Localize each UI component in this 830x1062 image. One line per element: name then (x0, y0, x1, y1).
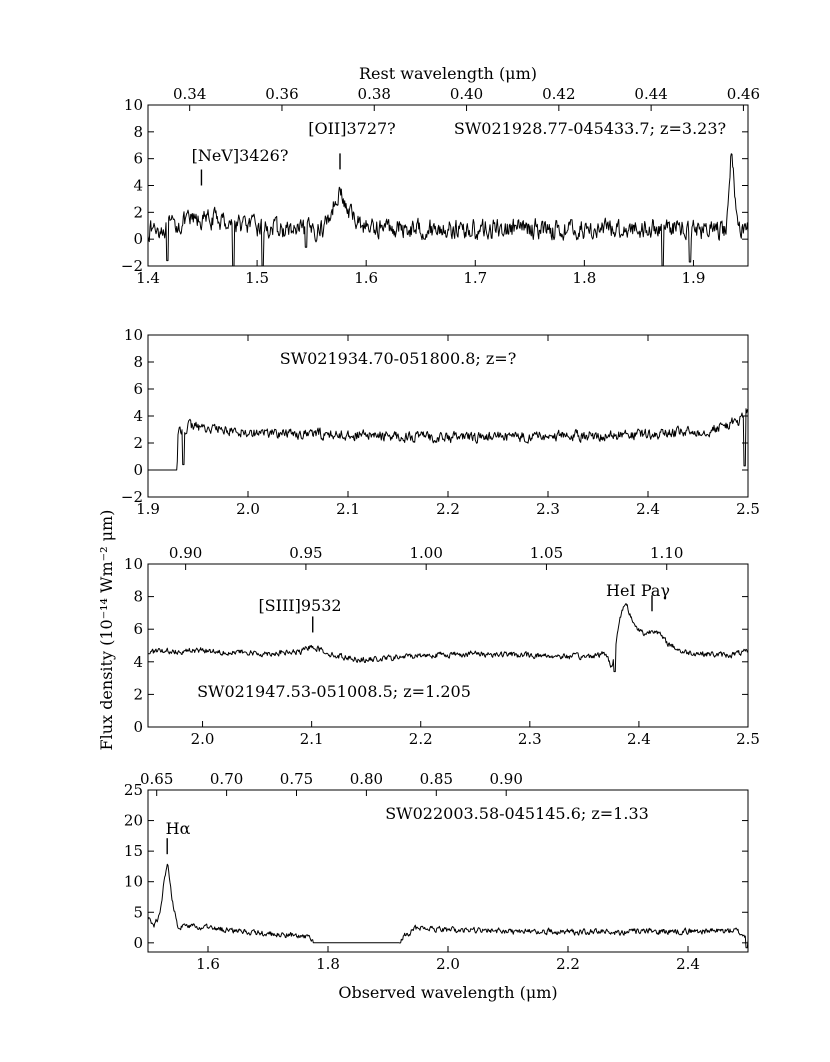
panel-title: SW021934.70-051800.8; z=? (279, 349, 517, 368)
top-tick-label: 0.34 (172, 85, 207, 103)
line-label: HeI Paγ (606, 581, 670, 600)
y-tick-label: 0 (133, 230, 143, 249)
spectrum-line (148, 409, 748, 470)
top-tick-label: 0.75 (279, 770, 314, 788)
y-tick-label: 10 (123, 872, 143, 891)
x-tick-label: 2.2 (556, 955, 580, 973)
y-tick-label: 4 (133, 407, 143, 425)
y-tick-label: 0 (133, 461, 143, 479)
panel-2 (121, 326, 760, 518)
line-label: [SIII]9532 (258, 596, 342, 615)
x-tick-label: 2.1 (336, 500, 360, 518)
spectrum-line (148, 864, 748, 948)
top-tick-label: 1.05 (529, 544, 564, 562)
y-tick-label: 5 (133, 903, 143, 922)
x-tick-label: 1.6 (196, 955, 220, 973)
y-tick-label: 20 (123, 811, 143, 830)
y-tick-label: 8 (133, 353, 143, 371)
top-tick-label: 1.10 (650, 544, 684, 562)
top-tick-label: 0.44 (634, 85, 668, 103)
x-tick-label: 2.0 (190, 730, 215, 748)
rest-wavelength-label: Rest wavelength (μm) (359, 64, 537, 83)
y-tick-label: 6 (133, 149, 143, 168)
top-tick-label: 0.36 (265, 85, 299, 103)
y-tick-label: 25 (123, 781, 143, 799)
panel-4 (124, 770, 748, 973)
x-tick-label: 2.5 (736, 500, 760, 518)
y-tick-label: 10 (123, 326, 143, 344)
y-tick-label: 10 (123, 96, 143, 114)
top-tick-label: 0.65 (139, 770, 174, 788)
x-tick-label: 2.4 (626, 730, 651, 748)
top-tick-label: 0.38 (357, 85, 391, 103)
y-tick-label: 4 (133, 176, 143, 195)
y-tick-label: 6 (133, 380, 143, 398)
y-tick-label: 15 (123, 842, 143, 861)
top-tick-label: 0.80 (349, 770, 384, 788)
y-tick-label: 4 (133, 652, 143, 671)
x-tick-label: 2.2 (436, 500, 460, 518)
y-tick-label: 2 (133, 203, 143, 222)
y-tick-label: 8 (133, 122, 143, 141)
spectrum-line (148, 154, 748, 269)
y-axis-label: Flux density (10⁻¹⁴ Wm⁻² μm) (97, 509, 116, 751)
spectrum-line (148, 604, 748, 672)
y-tick-label: 8 (133, 587, 143, 606)
x-tick-label: 2.5 (736, 730, 760, 748)
top-tick-label: 0.46 (726, 85, 761, 103)
top-tick-label: 0.70 (209, 770, 244, 788)
panel-title: SW022003.58-045145.6; z=1.33 (385, 804, 649, 823)
line-label: [OII]3727? (308, 119, 396, 138)
line-label: [NeV]3426? (191, 146, 289, 165)
x-tick-label: 2.0 (236, 500, 260, 518)
x-tick-label: 2.4 (676, 955, 700, 973)
y-tick-label: −2 (120, 257, 143, 275)
x-tick-label: 1.6 (354, 269, 379, 287)
y-tick-label: 6 (133, 620, 143, 639)
y-tick-label: 2 (133, 434, 143, 452)
x-tick-label: 2.3 (517, 730, 542, 748)
x-tick-label: 2.3 (536, 500, 560, 518)
x-tick-label: 2.4 (636, 500, 660, 518)
x-tick-label: 1.7 (463, 269, 488, 287)
x-tick-label: 1.9 (136, 500, 160, 518)
y-tick-label: 10 (123, 555, 143, 573)
y-tick-label: 0 (133, 718, 143, 736)
panel-3 (124, 544, 760, 748)
x-tick-label: 1.5 (245, 269, 270, 287)
panel-title: SW021947.53-051008.5; z=1.205 (197, 682, 471, 701)
panel-title: SW021928.77-045433.7; z=3.23? (453, 119, 727, 138)
top-tick-label: 1.00 (409, 544, 443, 562)
x-tick-label: 1.9 (681, 269, 706, 287)
top-tick-label: 0.90 (489, 770, 523, 788)
x-tick-label: 2.0 (436, 955, 460, 973)
x-axis-label: Observed wavelength (μm) (338, 983, 558, 1002)
top-tick-label: 0.85 (419, 770, 454, 788)
y-tick-label: 2 (133, 685, 143, 704)
x-tick-label: 2.1 (299, 730, 324, 748)
x-tick-label: 1.8 (316, 955, 340, 973)
x-tick-label: 1.4 (136, 269, 160, 287)
y-tick-label: −2 (120, 488, 143, 506)
top-tick-label: 0.95 (289, 544, 323, 562)
x-tick-label: 1.8 (572, 269, 597, 287)
top-tick-label: 0.90 (168, 544, 203, 562)
panel-1 (121, 64, 760, 287)
y-tick-label: 0 (133, 933, 143, 952)
line-label: Hα (165, 819, 191, 838)
top-tick-label: 0.40 (449, 85, 484, 103)
top-tick-label: 0.42 (542, 85, 576, 103)
x-tick-label: 2.2 (408, 730, 433, 748)
